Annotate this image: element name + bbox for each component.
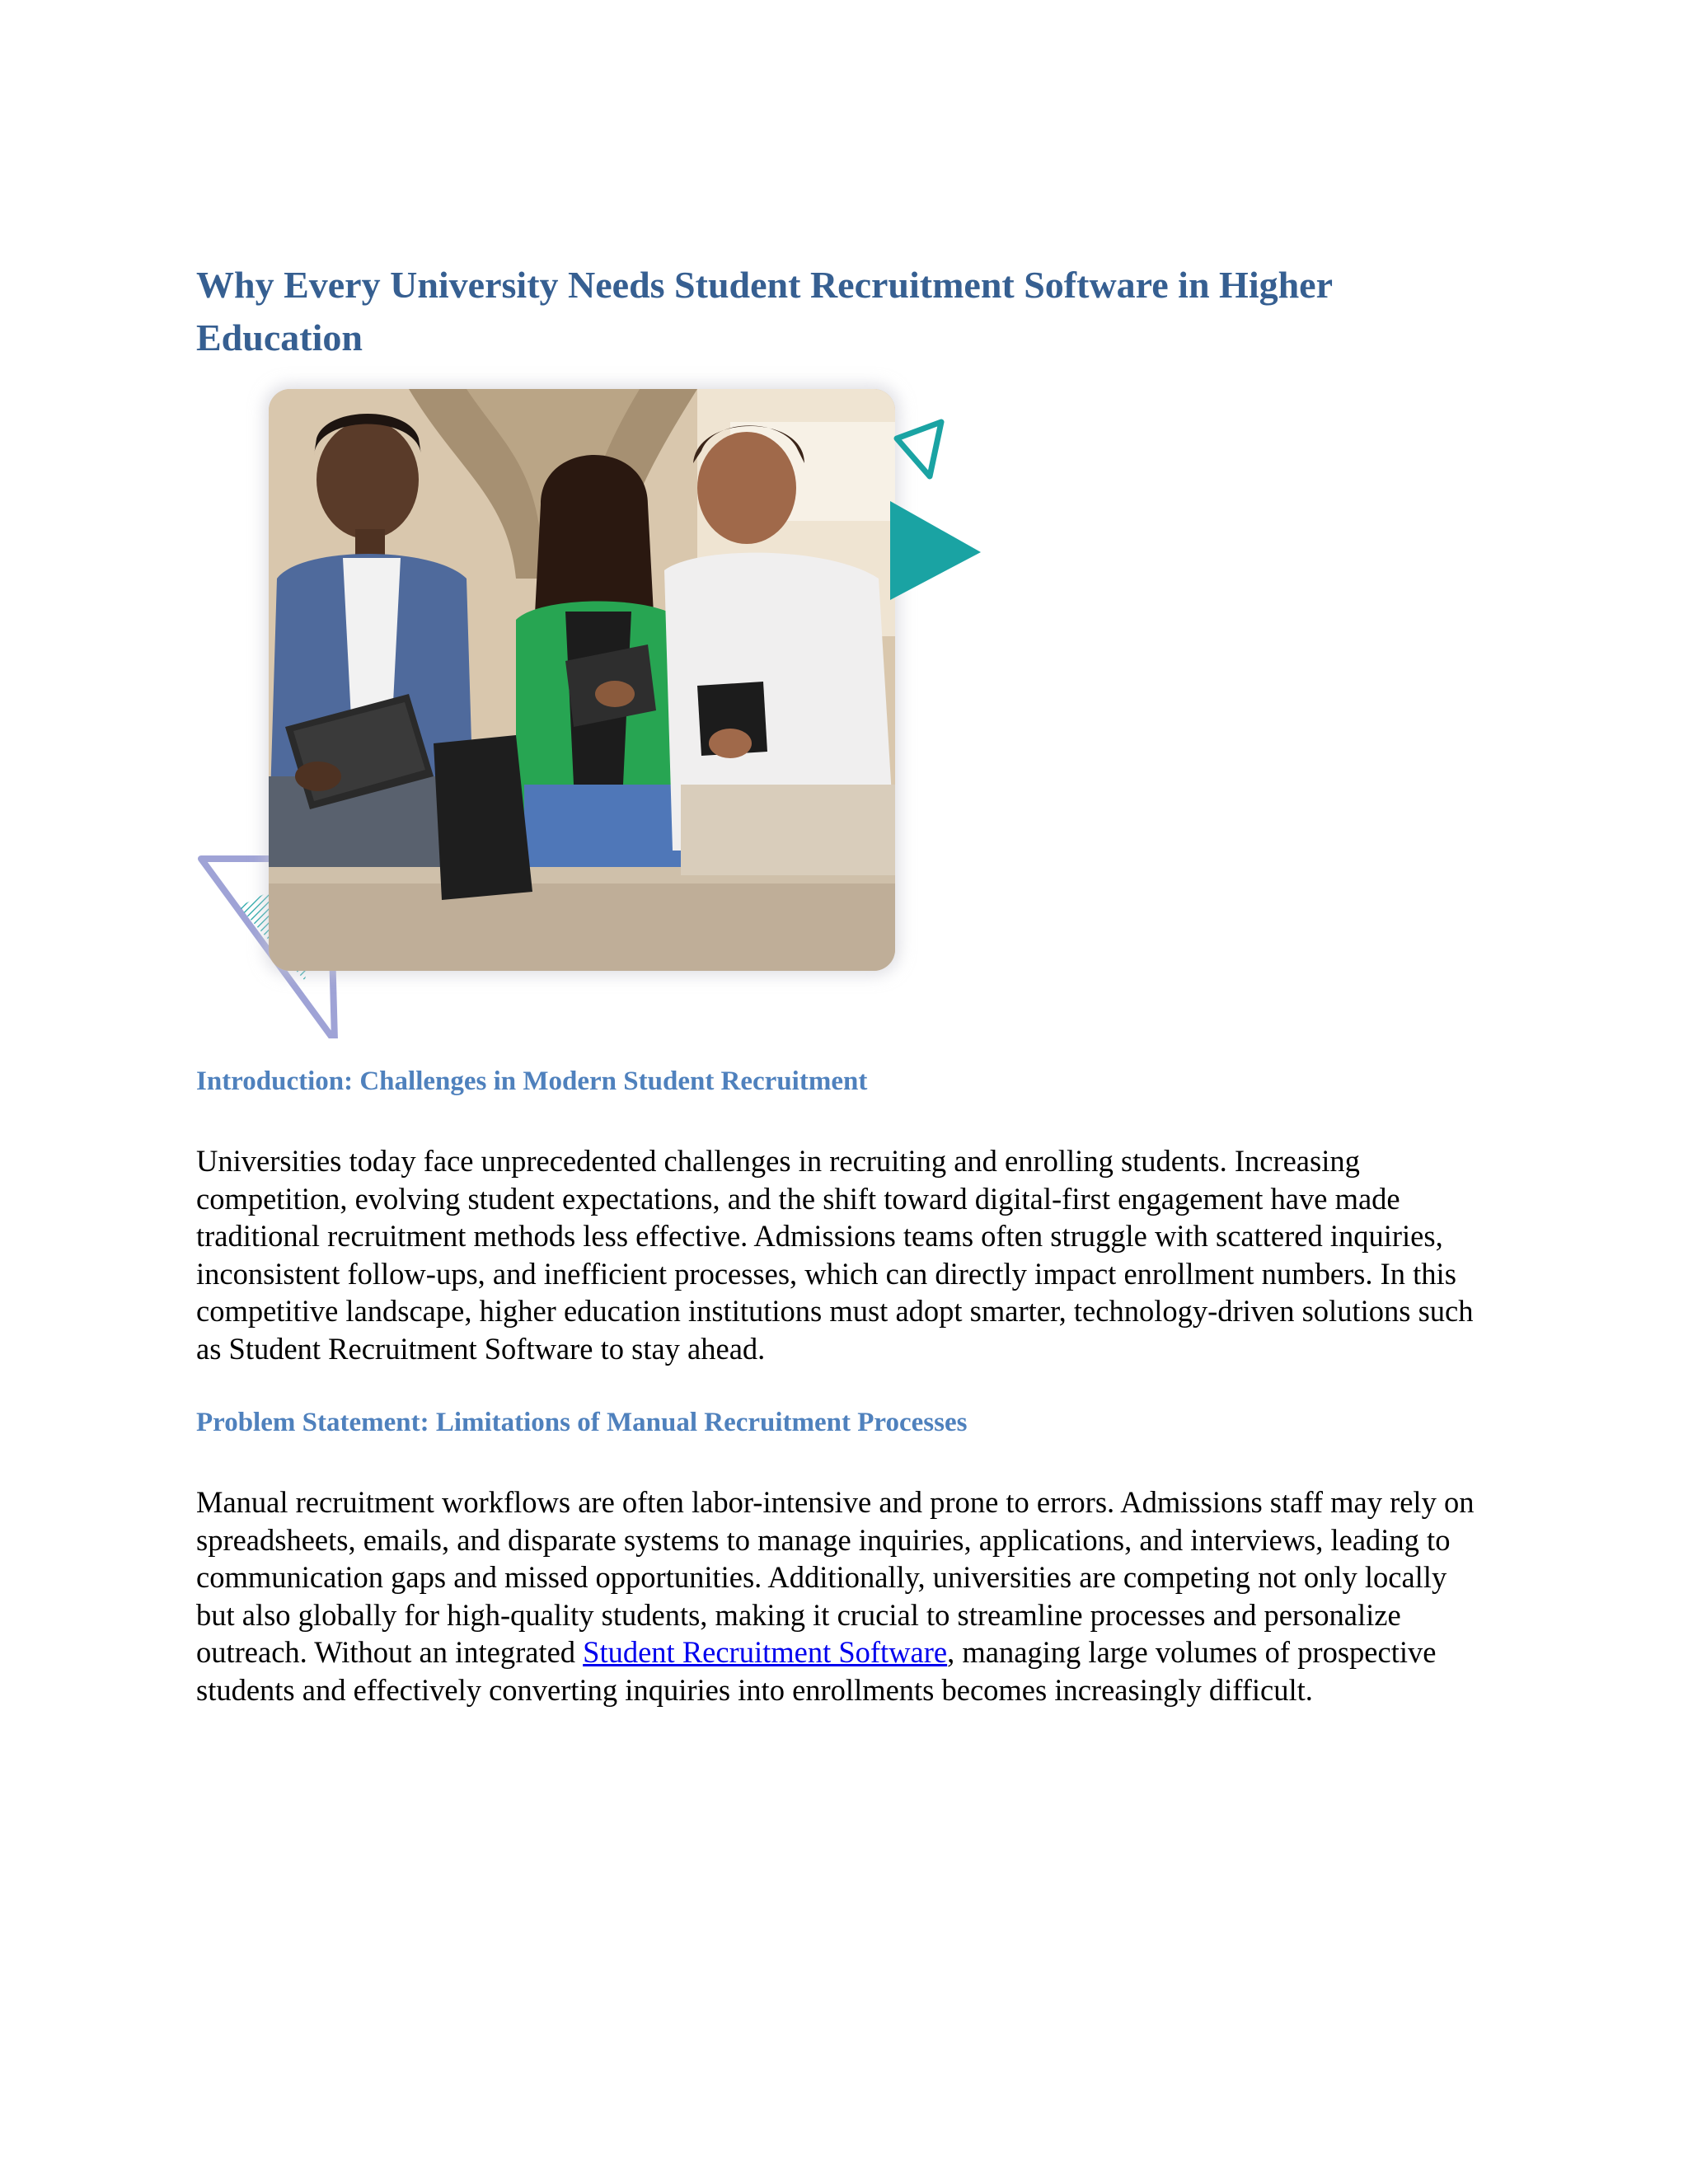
page-title: Why Every University Needs Student Recruitment Software in Higher Education xyxy=(196,264,1333,359)
students-with-tablets-photo xyxy=(269,389,895,971)
student-recruitment-software-link[interactable]: Student Recruitment Software xyxy=(583,1635,948,1670)
section-body-problem-statement xyxy=(196,1483,1482,1709)
section-heading-problem-statement: Problem Statement: Limitations of Manual Recruitment Processes xyxy=(196,1408,968,1437)
hero-figure xyxy=(190,379,981,1038)
body-text-before-link: Manual recruitment workflows are often labor-intensive and prone to errors. Admissions staff may rely on spreadsheets, emails, and disparate systems to manage inquiries, applications, and interviews, leading to communication gaps and missed opportunities. Additionally, universities are competing not only locally but also globally for high-quality students, making it crucial to streamline processes and personalize outreach. Without an integrated xyxy=(196,1485,1475,1670)
section-body-introduction: Universities today face unprecedented challenges in recruiting and enrolling students. Increasing competition, evolving student expectations, and the shift toward digital-first engagement have made traditional recruitment methods less effective. Admissions teams often struggle with scattered inquiries, inconsistent follow-ups, and inefficient processes, which can directly impact enrollment numbers. In this competitive landscape, higher education institutions must adopt smarter, technology-driven solutions such as Student Recruitment Software to stay ahead. xyxy=(196,1144,1474,1366)
students-photo xyxy=(269,389,895,971)
section-heading-introduction: Introduction: Challenges in Modern Student Recruitment xyxy=(196,1066,868,1096)
body-text-after-link: , managing large volumes of prospective students and effectively converting inquiries into enrollments becomes increasingly difficult. xyxy=(196,1635,1437,1707)
